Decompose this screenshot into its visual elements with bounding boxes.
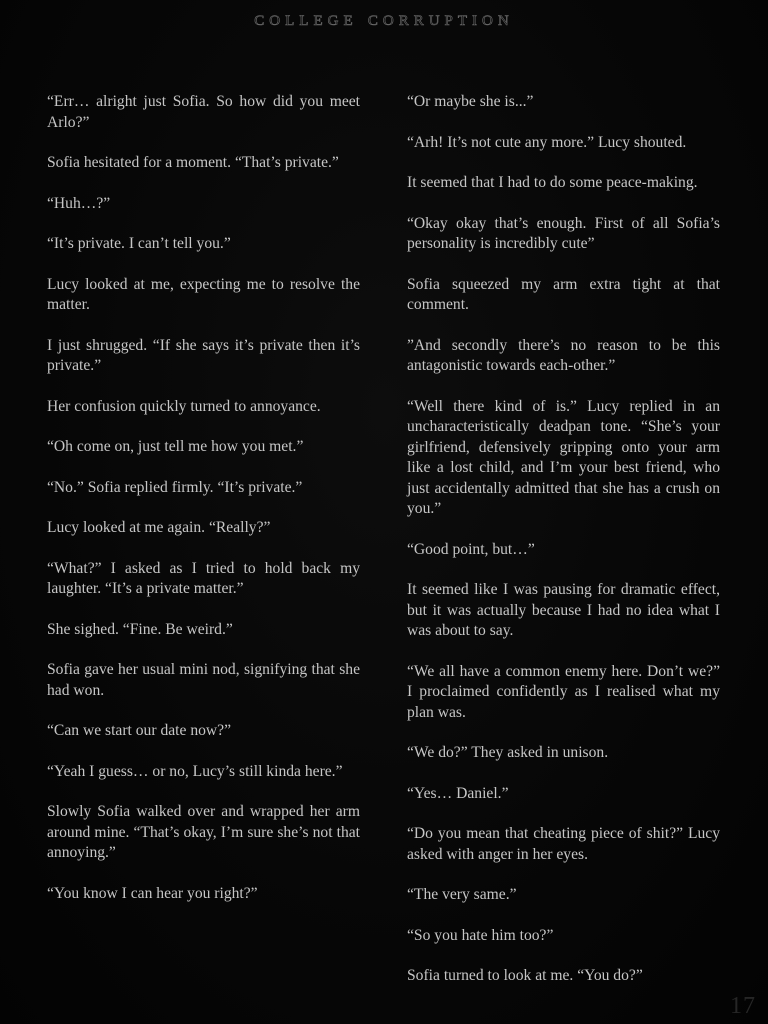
paragraph: Sofia gave her usual mini nod, signifying that she had won. <box>47 661 360 699</box>
paragraph: It seemed like I was pausing for dramatic effect, but it was actually because I had no idea what I was about to say. <box>407 581 720 639</box>
paragraph: “Do you mean that cheating piece of shit?” Lucy asked with anger in her eyes. <box>407 825 720 863</box>
paragraph: “We all have a common enemy here. Don’t we?” I proclaimed confidently as I realised what my plan was. <box>407 662 720 721</box>
left-text-column <box>47 92 360 924</box>
paragraph: She sighed. “Fine. Be weird.” <box>47 620 233 638</box>
paragraph: “The very same.” <box>407 886 517 903</box>
paragraph: “Yeah I guess… or no, Lucy’s still kinda here.” <box>47 762 343 780</box>
paragraph: “You know I can hear you right?” <box>47 884 258 902</box>
paragraph: ”And secondly there’s no reason to be this antagonistic towards each-other.” <box>407 336 720 374</box>
paragraph: Slowly Sofia walked over and wrapped her arm around mine. “That’s okay, I’m sure she’s not that annoying.” <box>47 803 360 861</box>
paragraph: Lucy looked at me, expecting me to resolve the matter. <box>47 275 360 313</box>
paragraph: “Can we start our date now?” <box>47 722 232 739</box>
paragraph: “We do?” They asked in unison. <box>407 744 609 761</box>
paragraph: “What?” I asked as I tried to hold back my laughter. “It’s a private matter.” <box>47 559 360 597</box>
paragraph: Sofia turned to look at me. “You do?” <box>407 967 643 984</box>
right-text-column <box>407 92 720 1007</box>
paragraph: It seemed that I had to do some peace-making. <box>407 174 698 191</box>
page-number: 17 <box>730 993 756 1019</box>
book-title-header: college corruption <box>254 6 514 30</box>
paragraph: “So you hate him too?” <box>407 926 554 944</box>
paragraph: Sofia squeezed my arm extra tight at that comment. <box>407 275 720 313</box>
paragraph: “Arh! It’s not cute any more.” Lucy shouted. <box>407 133 687 151</box>
paragraph: “Well there kind of is.” Lucy replied in an uncharacteristically deadpan tone. “She’s your girlfriend, defensively gripping onto your arm like a lost child, and I’m your best friend, who just accidentally admitted that she has a crush on you.” <box>407 397 720 517</box>
paragraph: I just shrugged. “If she says it’s private then it’s private.” <box>47 336 360 374</box>
paragraph: Sofia hesitated for a moment. “That’s private.” <box>47 154 339 171</box>
paragraph: Lucy looked at me again. “Really?” <box>47 519 271 536</box>
paragraph: “It’s private. I can’t tell you.” <box>47 235 231 252</box>
paragraph: “Okay okay that’s enough. First of all Sofia’s personality is incredibly cute” <box>407 214 720 252</box>
paragraph: Her confusion quickly turned to annoyance. <box>47 397 321 415</box>
paragraph: “Yes… Daniel.” <box>407 784 509 802</box>
paragraph: “No.” Sofia replied firmly. “It’s private.” <box>47 478 303 496</box>
paragraph: “Good point, but…” <box>407 540 535 558</box>
paragraph: “Err… alright just Sofia. So how did you meet Arlo?” <box>47 93 360 131</box>
paragraph: “Or maybe she is...” <box>407 93 534 110</box>
paragraph: “Oh come on, just tell me how you met.” <box>47 438 304 455</box>
paragraph: “Huh…?” <box>47 194 111 212</box>
